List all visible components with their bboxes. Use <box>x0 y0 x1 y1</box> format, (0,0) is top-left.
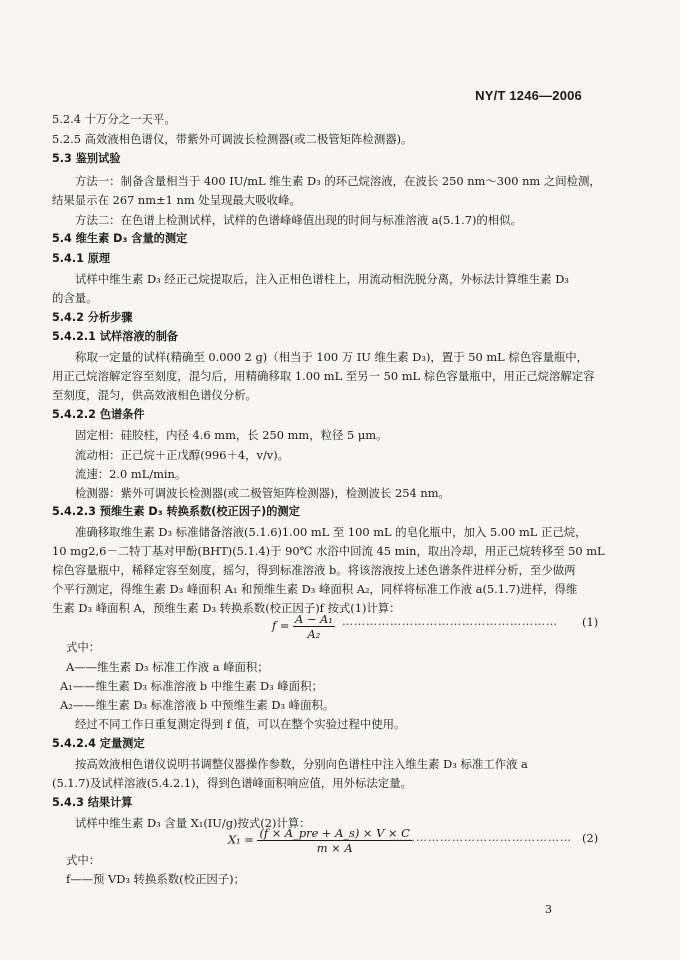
paragraph-line: (5.1.7)及试样溶液(5.4.2.1)，得到色谱峰面积响应值，用外标法定量。 <box>52 776 412 790</box>
equation-2-fraction <box>257 826 411 855</box>
equation-2-number: (2) <box>582 831 599 845</box>
equation-1-number: (1) <box>582 615 599 629</box>
where-label: 式中： <box>66 853 101 867</box>
paragraph-line: 称取一定量的试样(精确至 0.000 2 g)（相当于 100 万 IU 维生素 D₃)，置于 50 mL 棕色容量瓶中， <box>75 350 589 364</box>
variable-definition: A₂——维生素 D₃ 标准溶液 b 中预维生素 D₃ 峰面积。 <box>60 698 335 712</box>
heading-5-4-2-2: 5.4.2.2 色谱条件 <box>52 408 145 421</box>
variable-definition: A——维生素 D₃ 标准工作液 a 峰面积； <box>66 660 269 674</box>
equation-1-fraction <box>293 612 335 641</box>
heading-5-4-2-3: 5.4.2.3 预维生素 D₃ 转换系数(校正因子)的测定 <box>52 505 300 518</box>
equation-1-denominator: A₂ <box>307 627 321 641</box>
heading-5-4-1: 5.4.1 原理 <box>52 252 111 265</box>
equation-1-leader-dots: ……………………………………………… <box>342 615 558 628</box>
paragraph-line: 试样中维生素 D₃ 含量 X₁(IU/g)按式(2)计算： <box>75 816 311 830</box>
heading-5-4-3: 5.4.3 结果计算 <box>52 796 133 809</box>
paragraph-line: 的含量。 <box>52 291 98 305</box>
paragraph-line: 个平行测定，得维生素 D₃ 峰面积 A₁ 和预维生素 D₃ 峰面积 A₂，同样将标准工作液 a(5.1.7)进样，得维 <box>52 582 578 596</box>
paragraph-line: 用正己烷溶解定容至刻度，混匀后，用精确移取 1.00 mL 至另一 50 mL 棕色容量瓶中，用正己烷溶解定容 <box>52 369 595 383</box>
equation-2-lhs: X₁ = <box>228 832 254 847</box>
equation-2-numerator: (f × A_pre + A_s) × V × C <box>259 826 410 840</box>
where-label: 式中： <box>66 640 101 654</box>
heading-5-4-2-1: 5.4.2.1 试样溶液的制备 <box>52 330 179 343</box>
paragraph-line: 棕色容量瓶中，稀释定容至刻度，摇匀，得到标准溶液 b。将该溶液按上述色谱条件进样分析，至少做两 <box>52 563 576 577</box>
equation-2-leader-dots: ……………………………………… <box>392 831 572 844</box>
paragraph-line: 方法一：制备含量相当于 400 IU/mL 维生素 D₃ 的环己烷溶液，在波长 250 nm～300 nm 之间检测， <box>75 174 601 188</box>
heading-5-4-2: 5.4.2 分析步骤 <box>52 311 133 324</box>
paragraph-line: 检测器：紫外可调波长检测器(或二极管矩阵检测器)，检测波长 254 nm。 <box>75 486 450 500</box>
variable-definition: f——预 VD₃ 转换系数(校正因子)； <box>66 872 245 886</box>
paragraph-line: 准确移取维生素 D₃ 标准储备溶液(5.1.6)1.00 mL 至 100 mL 的皂化瓶中，加入 5.00 mL 正己烷， <box>75 525 587 539</box>
section-5-2-5: 5.2.5 高效液相色谱仪，带紫外可调波长检测器(或二极管矩阵检测器)。 <box>52 132 413 146</box>
paragraph-line: 固定相：硅胶柱，内径 4.6 mm，长 250 mm，粒径 5 μm。 <box>75 428 388 442</box>
equation-2-denominator: m × A <box>316 841 353 855</box>
section-5-2-4: 5.2.4 十万分之一天平。 <box>52 112 176 126</box>
paragraph-line: 生素 D₃ 峰面积 A，预维生素 D₃ 转换系数(校正因子)f 按式(1)计算： <box>52 601 401 615</box>
heading-5-4: 5.4 维生素 D₃ 含量的测定 <box>52 232 188 245</box>
paragraph-line: 10 mg2,6－二特丁基对甲酚(BHT)(5.1.4)于 90℃ 水浴中回流 45 min，取出冷却，用正己烷转移至 50 mL <box>52 544 605 558</box>
paragraph-line: 试样中维生素 D₃ 经正己烷提取后，注入正相色谱柱上，用流动相洗脱分离，外标法计算维生素 D₃ <box>75 272 569 286</box>
equation-1-numerator: A − A₁ <box>295 612 333 626</box>
paragraph-line: 按高效液相色谱仪说明书调整仪器操作参数，分别向色谱柱中注入维生素 D₃ 标准工作液 a <box>75 757 528 771</box>
standard-number: NY/T 1246—2006 <box>475 88 582 103</box>
equation-2 <box>228 826 412 855</box>
heading-5-3: 5.3 鉴别试验 <box>52 152 121 165</box>
paragraph-line: 经过不同工作日重复测定得到 f 值，可以在整个实验过程中使用。 <box>75 717 406 731</box>
equation-1-lhs: f = <box>272 618 290 633</box>
paragraph-line: 流速：2.0 mL/min。 <box>75 467 187 481</box>
variable-definition: A₁——维生素 D₃ 标准溶液 b 中维生素 D₃ 峰面积； <box>60 679 323 693</box>
paragraph-line: 结果显示在 267 nm±1 nm 处呈现最大吸收峰。 <box>52 193 301 207</box>
paragraph-line: 至刻度，混匀，供高效液相色谱仪分析。 <box>52 388 258 402</box>
paragraph-line: 方法二：在色谱上检测试样，试样的色谱峰峰值出现的时间与标准溶液 a(5.1.7)的相似。 <box>75 213 522 227</box>
heading-5-4-2-4: 5.4.2.4 定量测定 <box>52 737 145 750</box>
page-number: 3 <box>545 903 552 916</box>
paragraph-line: 流动相：正己烷＋正戊醇(996＋4，v/v)。 <box>75 448 290 462</box>
equation-1 <box>272 612 335 641</box>
